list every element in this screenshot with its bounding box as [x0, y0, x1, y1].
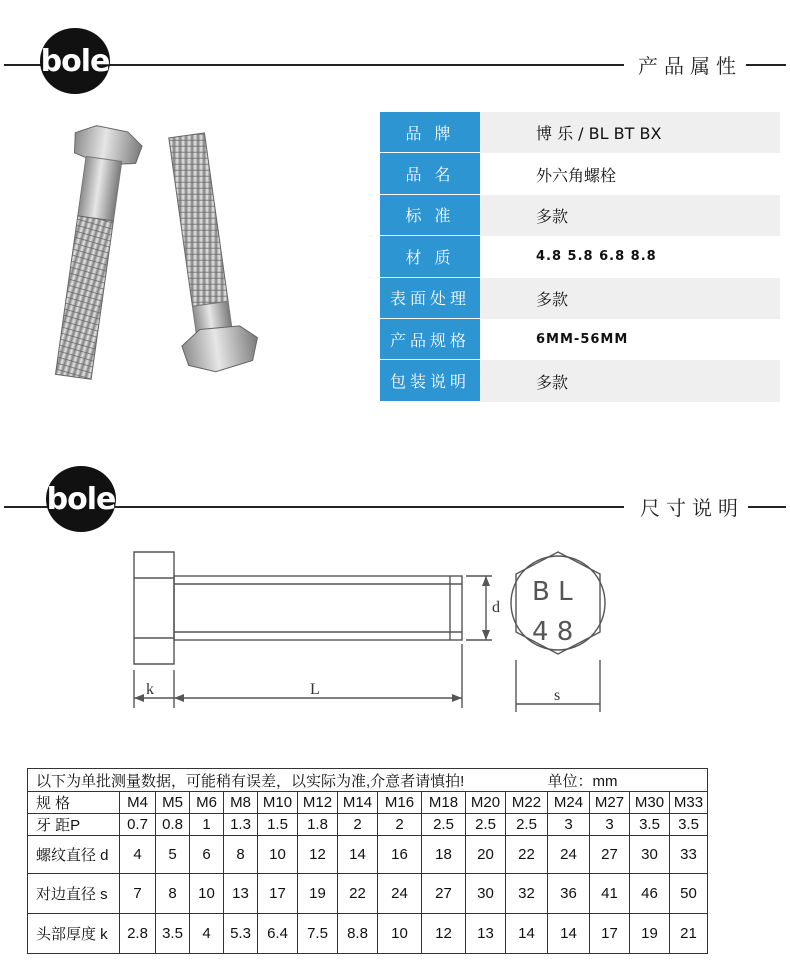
spec-cell: 3.5 — [156, 914, 190, 954]
spec-cell: 16 — [378, 836, 422, 874]
spec-cell: 2.5 — [422, 814, 466, 836]
spec-cell: 3 — [548, 814, 590, 836]
spec-cell: 5 — [156, 836, 190, 874]
spec-cell: 33 — [670, 836, 708, 874]
spec-size-m33: M33 — [670, 792, 708, 814]
spec-cell: 46 — [630, 874, 670, 914]
spec-size-m27: M27 — [590, 792, 630, 814]
spec-cell: 36 — [548, 874, 590, 914]
spec-size-m20: M20 — [466, 792, 506, 814]
attr-value: 博 乐 / BL BT BX — [480, 112, 780, 153]
spec-cell: 17 — [258, 874, 298, 914]
attr-value: 多款 — [480, 360, 780, 401]
attr-value: 外六角螺栓 — [536, 165, 617, 185]
spec-cell: 41 — [590, 874, 630, 914]
spec-size-m18: M18 — [422, 792, 466, 814]
spec-cell: 8 — [224, 836, 258, 874]
spec-cell: 2.8 — [120, 914, 156, 954]
dim-label-L: L — [310, 681, 320, 698]
section2-title: 尺寸说明 — [636, 492, 748, 521]
bole-logo: bole — [40, 28, 110, 94]
spec-size-m30: M30 — [630, 792, 670, 814]
bole-logo-2: bole — [46, 466, 116, 532]
attr-key: 产品规格 — [380, 319, 480, 360]
spec-cell: 18 — [422, 836, 466, 874]
spec-size-m6: M6 — [190, 792, 224, 814]
spec-cell: 19 — [298, 874, 338, 914]
spec-size-m5: M5 — [156, 792, 190, 814]
spec-cell: 12 — [422, 914, 466, 954]
bolt-dimension-drawing — [120, 540, 620, 720]
spec-cell: 13 — [466, 914, 506, 954]
attr-key: 表面处理 — [380, 278, 480, 319]
spec-cell: 2 — [338, 814, 378, 836]
spec-cell: 17 — [590, 914, 630, 954]
spec-cell: 6 — [190, 836, 224, 874]
spec-cell: 1.5 — [258, 814, 298, 836]
attr-key: 包装说明 — [380, 360, 480, 401]
spec-row-head-height — [28, 914, 708, 954]
spec-cell: 13 — [224, 874, 258, 914]
spec-cell: 24 — [378, 874, 422, 914]
attr-row-standard — [380, 195, 780, 236]
spec-cell: 1.3 — [224, 814, 258, 836]
spec-cell: 1 — [190, 814, 224, 836]
spec-cell: 2.5 — [466, 814, 506, 836]
spec-size-m8: M8 — [224, 792, 258, 814]
spec-cell: 14 — [506, 914, 548, 954]
spec-cell: 3 — [590, 814, 630, 836]
bolt-left — [42, 123, 144, 382]
attr-row-surface — [380, 278, 780, 319]
spec-cell: 5.3 — [224, 914, 258, 954]
spec-cell: 14 — [338, 836, 378, 874]
bolts-photo — [30, 118, 350, 398]
spec-cell: 21 — [670, 914, 708, 954]
spec-cell: 3.5 — [630, 814, 670, 836]
attr-value: 6MM-56MM — [536, 332, 629, 348]
spec-unit: 单位：mm — [548, 769, 708, 792]
spec-row-pitch — [28, 814, 708, 836]
spec-size-m10: M10 — [258, 792, 298, 814]
spec-row-label: 头部厚度 k — [28, 914, 120, 954]
attributes-table — [380, 112, 780, 402]
spec-size-m24: M24 — [548, 792, 590, 814]
bolt-right — [153, 130, 261, 376]
spec-note: 以下为单批测量数据，可能稍有误差，以实际为准,介意者请慎拍! — [28, 769, 548, 792]
attr-value: 多款 — [480, 195, 780, 236]
spec-cell: 14 — [548, 914, 590, 954]
spec-cell: 2 — [378, 814, 422, 836]
spec-cell: 8 — [156, 874, 190, 914]
spec-cell: 8.8 — [338, 914, 378, 954]
spec-cell: 10 — [378, 914, 422, 954]
attr-row-packaging — [380, 360, 780, 401]
attr-row-brand — [380, 112, 780, 153]
spec-cell: 22 — [506, 836, 548, 874]
spec-row-label: 对边直径 s — [28, 874, 120, 914]
spec-size-m12: M12 — [298, 792, 338, 814]
spec-cell: 24 — [548, 836, 590, 874]
dim-label-s: s — [554, 687, 561, 704]
spec-row-across-flats — [28, 874, 708, 914]
spec-cell: 22 — [338, 874, 378, 914]
spec-cell: 30 — [630, 836, 670, 874]
section1-divider-right — [742, 64, 786, 66]
attr-row-material — [380, 236, 780, 277]
spec-header-row — [28, 792, 708, 814]
spec-note-row — [28, 769, 708, 792]
spec-cell: 6.4 — [258, 914, 298, 954]
spec-size-m16: M16 — [378, 792, 422, 814]
attr-key: 材 质 — [380, 236, 480, 277]
spec-size-m4: M4 — [120, 792, 156, 814]
spec-cell: 7.5 — [298, 914, 338, 954]
spec-row-label: 螺纹直径 d — [28, 836, 120, 874]
spec-cell: 19 — [630, 914, 670, 954]
head-mark-bottom: 4 8 — [532, 617, 574, 647]
spec-cell: 32 — [506, 874, 548, 914]
dim-label-d: d — [492, 599, 500, 616]
spec-cell: 3.5 — [670, 814, 708, 836]
attr-key: 品 牌 — [380, 112, 480, 153]
spec-cell: 7 — [120, 874, 156, 914]
attr-key: 标 准 — [380, 195, 480, 236]
spec-table — [27, 768, 708, 954]
spec-cell: 27 — [422, 874, 466, 914]
spec-cell: 50 — [670, 874, 708, 914]
spec-cell: 0.7 — [120, 814, 156, 836]
spec-cell: 4 — [190, 914, 224, 954]
attr-key: 品 名 — [380, 153, 480, 194]
spec-cell: 20 — [466, 836, 506, 874]
spec-size-m22: M22 — [506, 792, 548, 814]
spec-cell: 27 — [590, 836, 630, 874]
spec-cell: 12 — [298, 836, 338, 874]
attr-value: 4.8 5.8 6.8 8.8 — [536, 249, 657, 265]
spec-header-label: 规 格 — [28, 792, 120, 814]
attr-value: 多款 — [480, 278, 780, 319]
spec-cell: 30 — [466, 874, 506, 914]
spec-cell: 10 — [190, 874, 224, 914]
spec-row-label: 牙 距P — [28, 814, 120, 836]
dim-label-k: k — [146, 681, 154, 698]
attr-row-spec — [380, 319, 780, 360]
spec-cell: 2.5 — [506, 814, 548, 836]
spec-size-m14: M14 — [338, 792, 378, 814]
spec-cell: 4 — [120, 836, 156, 874]
head-mark-top: B L — [532, 577, 573, 607]
section1-title: 产品属性 — [634, 50, 746, 79]
spec-cell: 10 — [258, 836, 298, 874]
spec-cell: 1.8 — [298, 814, 338, 836]
spec-cell: 0.8 — [156, 814, 190, 836]
attr-row-name — [380, 153, 780, 194]
spec-row-thread-dia — [28, 836, 708, 874]
section2-divider-right — [742, 506, 786, 508]
